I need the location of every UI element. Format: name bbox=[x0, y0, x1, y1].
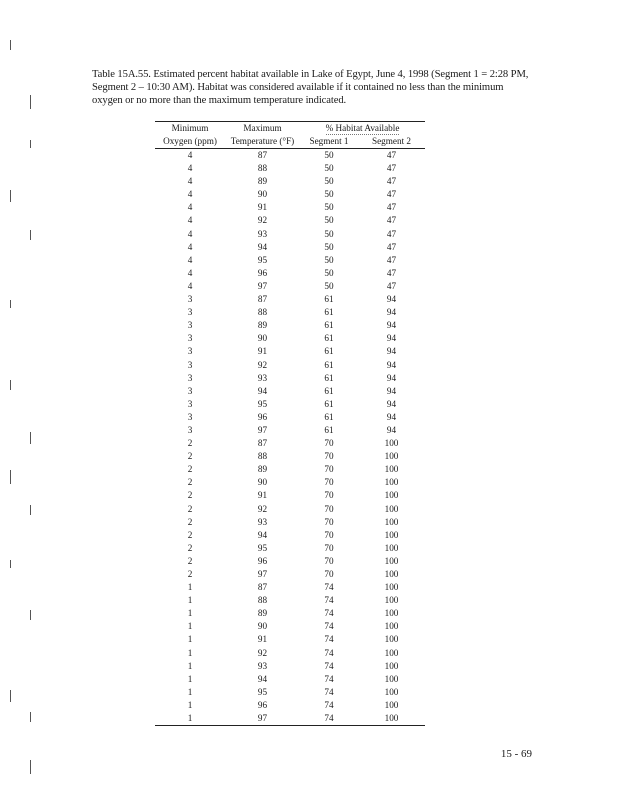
cell-segment-1: 61 bbox=[324, 359, 334, 370]
cell-segment-2: 94 bbox=[386, 320, 397, 331]
table-row bbox=[155, 594, 425, 607]
table-row bbox=[155, 149, 425, 163]
cell-segment-1: 50 bbox=[324, 241, 334, 252]
cell-max-temperature: 91 bbox=[257, 202, 268, 213]
table-caption: Table 15A.55. Estimated percent habitat available in Lake of Egypt, June 4, 1998 (Segment 1 = 2:28 PM, Segment 2 – 10:30 AM). Habitat was considered available if it contained no less than the minimum oxygen or no more than the maximum temperature indicated. bbox=[92, 69, 529, 107]
cell-min-oxygen: 1 bbox=[187, 608, 193, 619]
table-row bbox=[155, 450, 425, 463]
cell-segment-1: 70 bbox=[324, 569, 334, 579]
cell-max-temperature: 95 bbox=[257, 542, 268, 553]
cell-max-temperature: 94 bbox=[257, 673, 268, 684]
table-row bbox=[155, 201, 425, 214]
table-row bbox=[155, 699, 425, 712]
cell-segment-1: 74 bbox=[324, 647, 334, 658]
cell-segment-1: 61 bbox=[324, 294, 334, 305]
cell-segment-2: 100 bbox=[384, 634, 399, 645]
cell-segment-1: 74 bbox=[324, 582, 334, 593]
cell-max-temperature: 90 bbox=[257, 333, 268, 344]
cell-max-temperature: 91 bbox=[257, 346, 268, 357]
cell-segment-1: 70 bbox=[324, 529, 334, 540]
table-row bbox=[155, 476, 425, 489]
cell-segment-2: 47 bbox=[386, 267, 397, 278]
cell-min-oxygen: 3 bbox=[187, 346, 193, 357]
cell-segment-2: 100 bbox=[384, 516, 399, 527]
cell-segment-2: 100 bbox=[384, 529, 399, 540]
cell-max-temperature: 95 bbox=[257, 686, 268, 697]
table-row bbox=[155, 516, 425, 529]
cell-min-oxygen: 2 bbox=[187, 542, 193, 553]
cell-segment-1: 70 bbox=[324, 490, 334, 501]
header-oxygen: Oxygen (ppm) bbox=[155, 135, 225, 149]
cell-segment-1: 74 bbox=[324, 660, 334, 671]
table-row bbox=[155, 489, 425, 502]
cell-segment-1: 70 bbox=[324, 477, 334, 488]
cell-segment-1: 61 bbox=[324, 385, 334, 396]
table-row bbox=[155, 411, 425, 424]
cell-max-temperature: 89 bbox=[257, 464, 268, 475]
cell-max-temperature: 90 bbox=[257, 621, 268, 632]
cell-segment-1: 50 bbox=[324, 267, 334, 278]
cell-max-temperature: 88 bbox=[257, 307, 268, 318]
cell-min-oxygen: 3 bbox=[187, 385, 193, 396]
cell-segment-2: 100 bbox=[384, 686, 399, 697]
cell-max-temperature: 93 bbox=[257, 372, 268, 383]
cell-max-temperature: 93 bbox=[257, 228, 268, 239]
table-row bbox=[155, 542, 425, 555]
cell-min-oxygen: 4 bbox=[187, 215, 193, 226]
cell-min-oxygen: 1 bbox=[187, 582, 193, 593]
cell-min-oxygen: 3 bbox=[187, 372, 193, 383]
cell-segment-1: 74 bbox=[324, 634, 334, 645]
cell-segment-1: 61 bbox=[324, 333, 334, 344]
table-row bbox=[155, 437, 425, 450]
cell-max-temperature: 92 bbox=[257, 503, 268, 514]
table-row bbox=[155, 293, 425, 306]
cell-max-temperature: 97 bbox=[257, 569, 268, 579]
header-habitat-available-label: % Habitat Available bbox=[325, 123, 400, 133]
cell-max-temperature: 94 bbox=[257, 529, 268, 540]
cell-max-temperature: 90 bbox=[257, 477, 268, 488]
cell-min-oxygen: 1 bbox=[187, 647, 193, 658]
cell-segment-2: 94 bbox=[386, 346, 397, 357]
cell-max-temperature: 96 bbox=[257, 267, 268, 278]
cell-segment-1: 74 bbox=[300, 712, 358, 726]
cell-segment-2: 100 bbox=[384, 621, 399, 632]
cell-min-oxygen: 1 bbox=[187, 634, 193, 645]
cell-max-temperature: 93 bbox=[257, 660, 268, 671]
cell-segment-2: 100 bbox=[384, 555, 399, 566]
table-row bbox=[155, 398, 425, 411]
cell-segment-2: 100 bbox=[384, 490, 399, 501]
cell-max-temperature: 89 bbox=[257, 320, 268, 331]
table-body bbox=[155, 149, 425, 726]
cell-min-oxygen: 2 bbox=[187, 451, 193, 462]
cell-segment-2: 100 bbox=[384, 582, 399, 593]
cell-max-temperature: 87 bbox=[257, 582, 268, 593]
cell-min-oxygen: 4 bbox=[187, 150, 193, 160]
cell-segment-1: 70 bbox=[324, 503, 334, 514]
table-row bbox=[155, 620, 425, 633]
cell-max-temperature: 96 bbox=[257, 699, 268, 710]
table-row bbox=[155, 359, 425, 372]
table-row bbox=[155, 581, 425, 594]
cell-segment-1: 50 bbox=[324, 150, 334, 160]
cell-segment-2: 94 bbox=[386, 424, 397, 435]
cell-min-oxygen: 3 bbox=[187, 398, 193, 409]
cell-min-oxygen: 3 bbox=[187, 359, 193, 370]
cell-segment-2: 100 bbox=[384, 503, 399, 514]
cell-segment-2: 94 bbox=[386, 372, 397, 383]
table-row bbox=[155, 385, 425, 398]
cell-max-temperature: 88 bbox=[257, 595, 268, 606]
table-row bbox=[155, 345, 425, 358]
cell-segment-1: 50 bbox=[324, 280, 334, 291]
cell-min-oxygen: 4 bbox=[187, 189, 193, 200]
cell-min-oxygen: 1 bbox=[187, 673, 193, 684]
cell-segment-1: 50 bbox=[324, 254, 334, 265]
scan-margin-marks bbox=[0, 0, 40, 800]
cell-max-temperature: 89 bbox=[257, 608, 268, 619]
table-row bbox=[155, 555, 425, 568]
cell-min-oxygen: 2 bbox=[187, 529, 193, 540]
cell-max-temperature: 92 bbox=[257, 359, 268, 370]
table-row bbox=[155, 319, 425, 332]
cell-segment-2: 47 bbox=[386, 189, 397, 200]
cell-min-oxygen: 4 bbox=[187, 176, 193, 187]
cell-segment-1: 50 bbox=[324, 202, 334, 213]
cell-min-oxygen: 2 bbox=[187, 438, 193, 449]
cell-segment-1: 74 bbox=[324, 673, 334, 684]
cell-max-temperature: 92 bbox=[257, 215, 268, 226]
table-row bbox=[155, 280, 425, 293]
cell-segment-1: 61 bbox=[324, 346, 334, 357]
cell-max-temperature: 89 bbox=[257, 176, 268, 187]
cell-min-oxygen: 2 bbox=[187, 490, 193, 501]
table-row bbox=[155, 188, 425, 201]
cell-segment-1: 61 bbox=[324, 320, 334, 331]
table-row bbox=[155, 372, 425, 385]
cell-max-temperature: 94 bbox=[257, 385, 268, 396]
cell-min-oxygen: 3 bbox=[187, 424, 193, 435]
table-row bbox=[155, 175, 425, 188]
cell-segment-2: 94 bbox=[386, 359, 397, 370]
cell-segment-2: 100 bbox=[384, 608, 399, 619]
cell-segment-1: 74 bbox=[324, 699, 334, 710]
cell-max-temperature: 87 bbox=[257, 150, 268, 160]
cell-max-temperature: 90 bbox=[257, 189, 268, 200]
cell-min-oxygen: 2 bbox=[187, 555, 193, 566]
cell-min-oxygen: 2 bbox=[187, 477, 193, 488]
cell-min-oxygen: 4 bbox=[187, 280, 193, 291]
cell-segment-1: 74 bbox=[324, 621, 334, 632]
cell-segment-1: 70 bbox=[324, 438, 334, 449]
cell-segment-1: 61 bbox=[324, 411, 334, 422]
cell-min-oxygen: 2 bbox=[187, 464, 193, 475]
table-row bbox=[155, 633, 425, 646]
cell-segment-2: 100 bbox=[384, 451, 399, 462]
cell-max-temperature: 97 bbox=[257, 280, 268, 291]
cell-segment-1: 70 bbox=[324, 516, 334, 527]
cell-max-temperature: 93 bbox=[257, 516, 268, 527]
cell-max-temperature: 94 bbox=[257, 241, 268, 252]
cell-segment-2: 47 bbox=[386, 280, 397, 291]
cell-segment-1: 70 bbox=[324, 464, 334, 475]
cell-segment-1: 74 bbox=[324, 595, 334, 606]
cell-max-temperature: 92 bbox=[257, 647, 268, 658]
table-row bbox=[155, 241, 425, 254]
cell-min-oxygen: 1 bbox=[187, 660, 193, 671]
cell-max-temperature: 95 bbox=[257, 398, 268, 409]
cell-segment-2: 47 bbox=[386, 254, 397, 265]
cell-max-temperature: 96 bbox=[257, 555, 268, 566]
header-segment-1: Segment 1 bbox=[300, 135, 358, 149]
cell-min-oxygen: 4 bbox=[187, 241, 193, 252]
table-row bbox=[155, 529, 425, 542]
table-row bbox=[155, 568, 425, 581]
table-row bbox=[155, 647, 425, 660]
cell-segment-2: 47 bbox=[386, 215, 397, 226]
cell-segment-2: 47 bbox=[386, 202, 397, 213]
cell-min-oxygen: 3 bbox=[187, 320, 193, 331]
cell-min-oxygen: 4 bbox=[187, 228, 193, 239]
cell-segment-1: 61 bbox=[324, 424, 334, 435]
cell-min-oxygen: 4 bbox=[187, 163, 193, 174]
table-row bbox=[155, 162, 425, 175]
cell-max-temperature: 95 bbox=[257, 254, 268, 265]
cell-min-oxygen: 3 bbox=[187, 411, 193, 422]
cell-max-temperature: 96 bbox=[257, 411, 268, 422]
cell-segment-2: 94 bbox=[386, 307, 397, 318]
cell-segment-1: 61 bbox=[324, 372, 334, 383]
table-row bbox=[155, 214, 425, 227]
table-row bbox=[155, 673, 425, 686]
cell-segment-2: 100 bbox=[384, 542, 399, 553]
cell-segment-1: 61 bbox=[324, 307, 334, 318]
header-minimum: Minimum bbox=[155, 122, 225, 136]
page-number: 15 - 69 bbox=[500, 748, 532, 760]
cell-segment-2: 100 bbox=[384, 660, 399, 671]
cell-segment-2: 100 bbox=[384, 438, 399, 449]
cell-segment-1: 70 bbox=[324, 451, 334, 462]
cell-segment-2: 100 bbox=[384, 595, 399, 606]
cell-max-temperature: 88 bbox=[257, 451, 268, 462]
table-row bbox=[155, 228, 425, 241]
cell-segment-2: 100 bbox=[384, 699, 399, 710]
cell-min-oxygen: 3 bbox=[187, 333, 193, 344]
cell-max-temperature: 88 bbox=[257, 163, 268, 174]
cell-segment-1: 50 bbox=[324, 228, 334, 239]
table-row bbox=[155, 686, 425, 699]
table-row bbox=[155, 503, 425, 516]
table-row bbox=[155, 660, 425, 673]
cell-max-temperature: 91 bbox=[257, 490, 268, 501]
cell-segment-2: 47 bbox=[386, 150, 397, 160]
cell-min-oxygen: 4 bbox=[187, 267, 193, 278]
cell-max-temperature: 97 bbox=[225, 712, 300, 726]
cell-segment-2: 100 bbox=[384, 477, 399, 488]
cell-min-oxygen: 1 bbox=[187, 699, 193, 710]
cell-min-oxygen: 3 bbox=[187, 307, 193, 318]
cell-segment-2: 100 bbox=[384, 673, 399, 684]
cell-segment-1: 74 bbox=[324, 608, 334, 619]
cell-segment-2: 100 bbox=[384, 647, 399, 658]
cell-segment-1: 70 bbox=[324, 542, 334, 553]
header-segment-2: Segment 2 bbox=[358, 135, 425, 149]
cell-min-oxygen: 2 bbox=[187, 569, 193, 579]
cell-segment-1: 50 bbox=[324, 176, 334, 187]
table-row bbox=[155, 267, 425, 280]
header-habitat-available bbox=[300, 122, 425, 136]
cell-segment-2: 94 bbox=[386, 385, 397, 396]
cell-max-temperature: 87 bbox=[257, 294, 268, 305]
cell-min-oxygen: 1 bbox=[187, 621, 193, 632]
cell-segment-2: 94 bbox=[386, 294, 397, 305]
habitat-table bbox=[155, 121, 425, 726]
cell-min-oxygen: 1 bbox=[155, 712, 225, 726]
cell-segment-1: 50 bbox=[324, 189, 334, 200]
header-maximum: Maximum bbox=[225, 122, 300, 136]
cell-min-oxygen: 3 bbox=[187, 294, 193, 305]
table-row bbox=[155, 306, 425, 319]
cell-segment-2: 100 bbox=[384, 464, 399, 475]
cell-max-temperature: 91 bbox=[257, 634, 268, 645]
cell-min-oxygen: 4 bbox=[187, 254, 193, 265]
cell-segment-1: 50 bbox=[324, 163, 334, 174]
table-row bbox=[155, 332, 425, 345]
cell-min-oxygen: 1 bbox=[187, 686, 193, 697]
table-row bbox=[155, 712, 425, 726]
cell-segment-2: 47 bbox=[386, 163, 397, 174]
cell-segment-2: 100 bbox=[384, 569, 399, 579]
cell-min-oxygen: 1 bbox=[187, 595, 193, 606]
cell-segment-2: 47 bbox=[386, 241, 397, 252]
cell-min-oxygen: 4 bbox=[187, 202, 193, 213]
cell-min-oxygen: 2 bbox=[187, 503, 193, 514]
table-row bbox=[155, 463, 425, 476]
cell-segment-2: 94 bbox=[386, 333, 397, 344]
cell-segment-2: 94 bbox=[386, 411, 397, 422]
cell-max-temperature: 97 bbox=[257, 424, 268, 435]
table-row bbox=[155, 607, 425, 620]
cell-max-temperature: 87 bbox=[257, 438, 268, 449]
cell-segment-2: 100 bbox=[358, 712, 425, 726]
cell-segment-1: 61 bbox=[324, 398, 334, 409]
cell-segment-2: 47 bbox=[386, 228, 397, 239]
cell-segment-1: 74 bbox=[324, 686, 334, 697]
cell-segment-2: 47 bbox=[386, 176, 397, 187]
cell-segment-1: 50 bbox=[324, 215, 334, 226]
cell-segment-1: 70 bbox=[324, 555, 334, 566]
header-temperature: Temperature (°F) bbox=[225, 135, 300, 149]
cell-min-oxygen: 2 bbox=[187, 516, 193, 527]
table-row bbox=[155, 424, 425, 437]
habitat-table-container bbox=[155, 121, 425, 726]
cell-segment-2: 94 bbox=[386, 398, 397, 409]
table-row bbox=[155, 254, 425, 267]
